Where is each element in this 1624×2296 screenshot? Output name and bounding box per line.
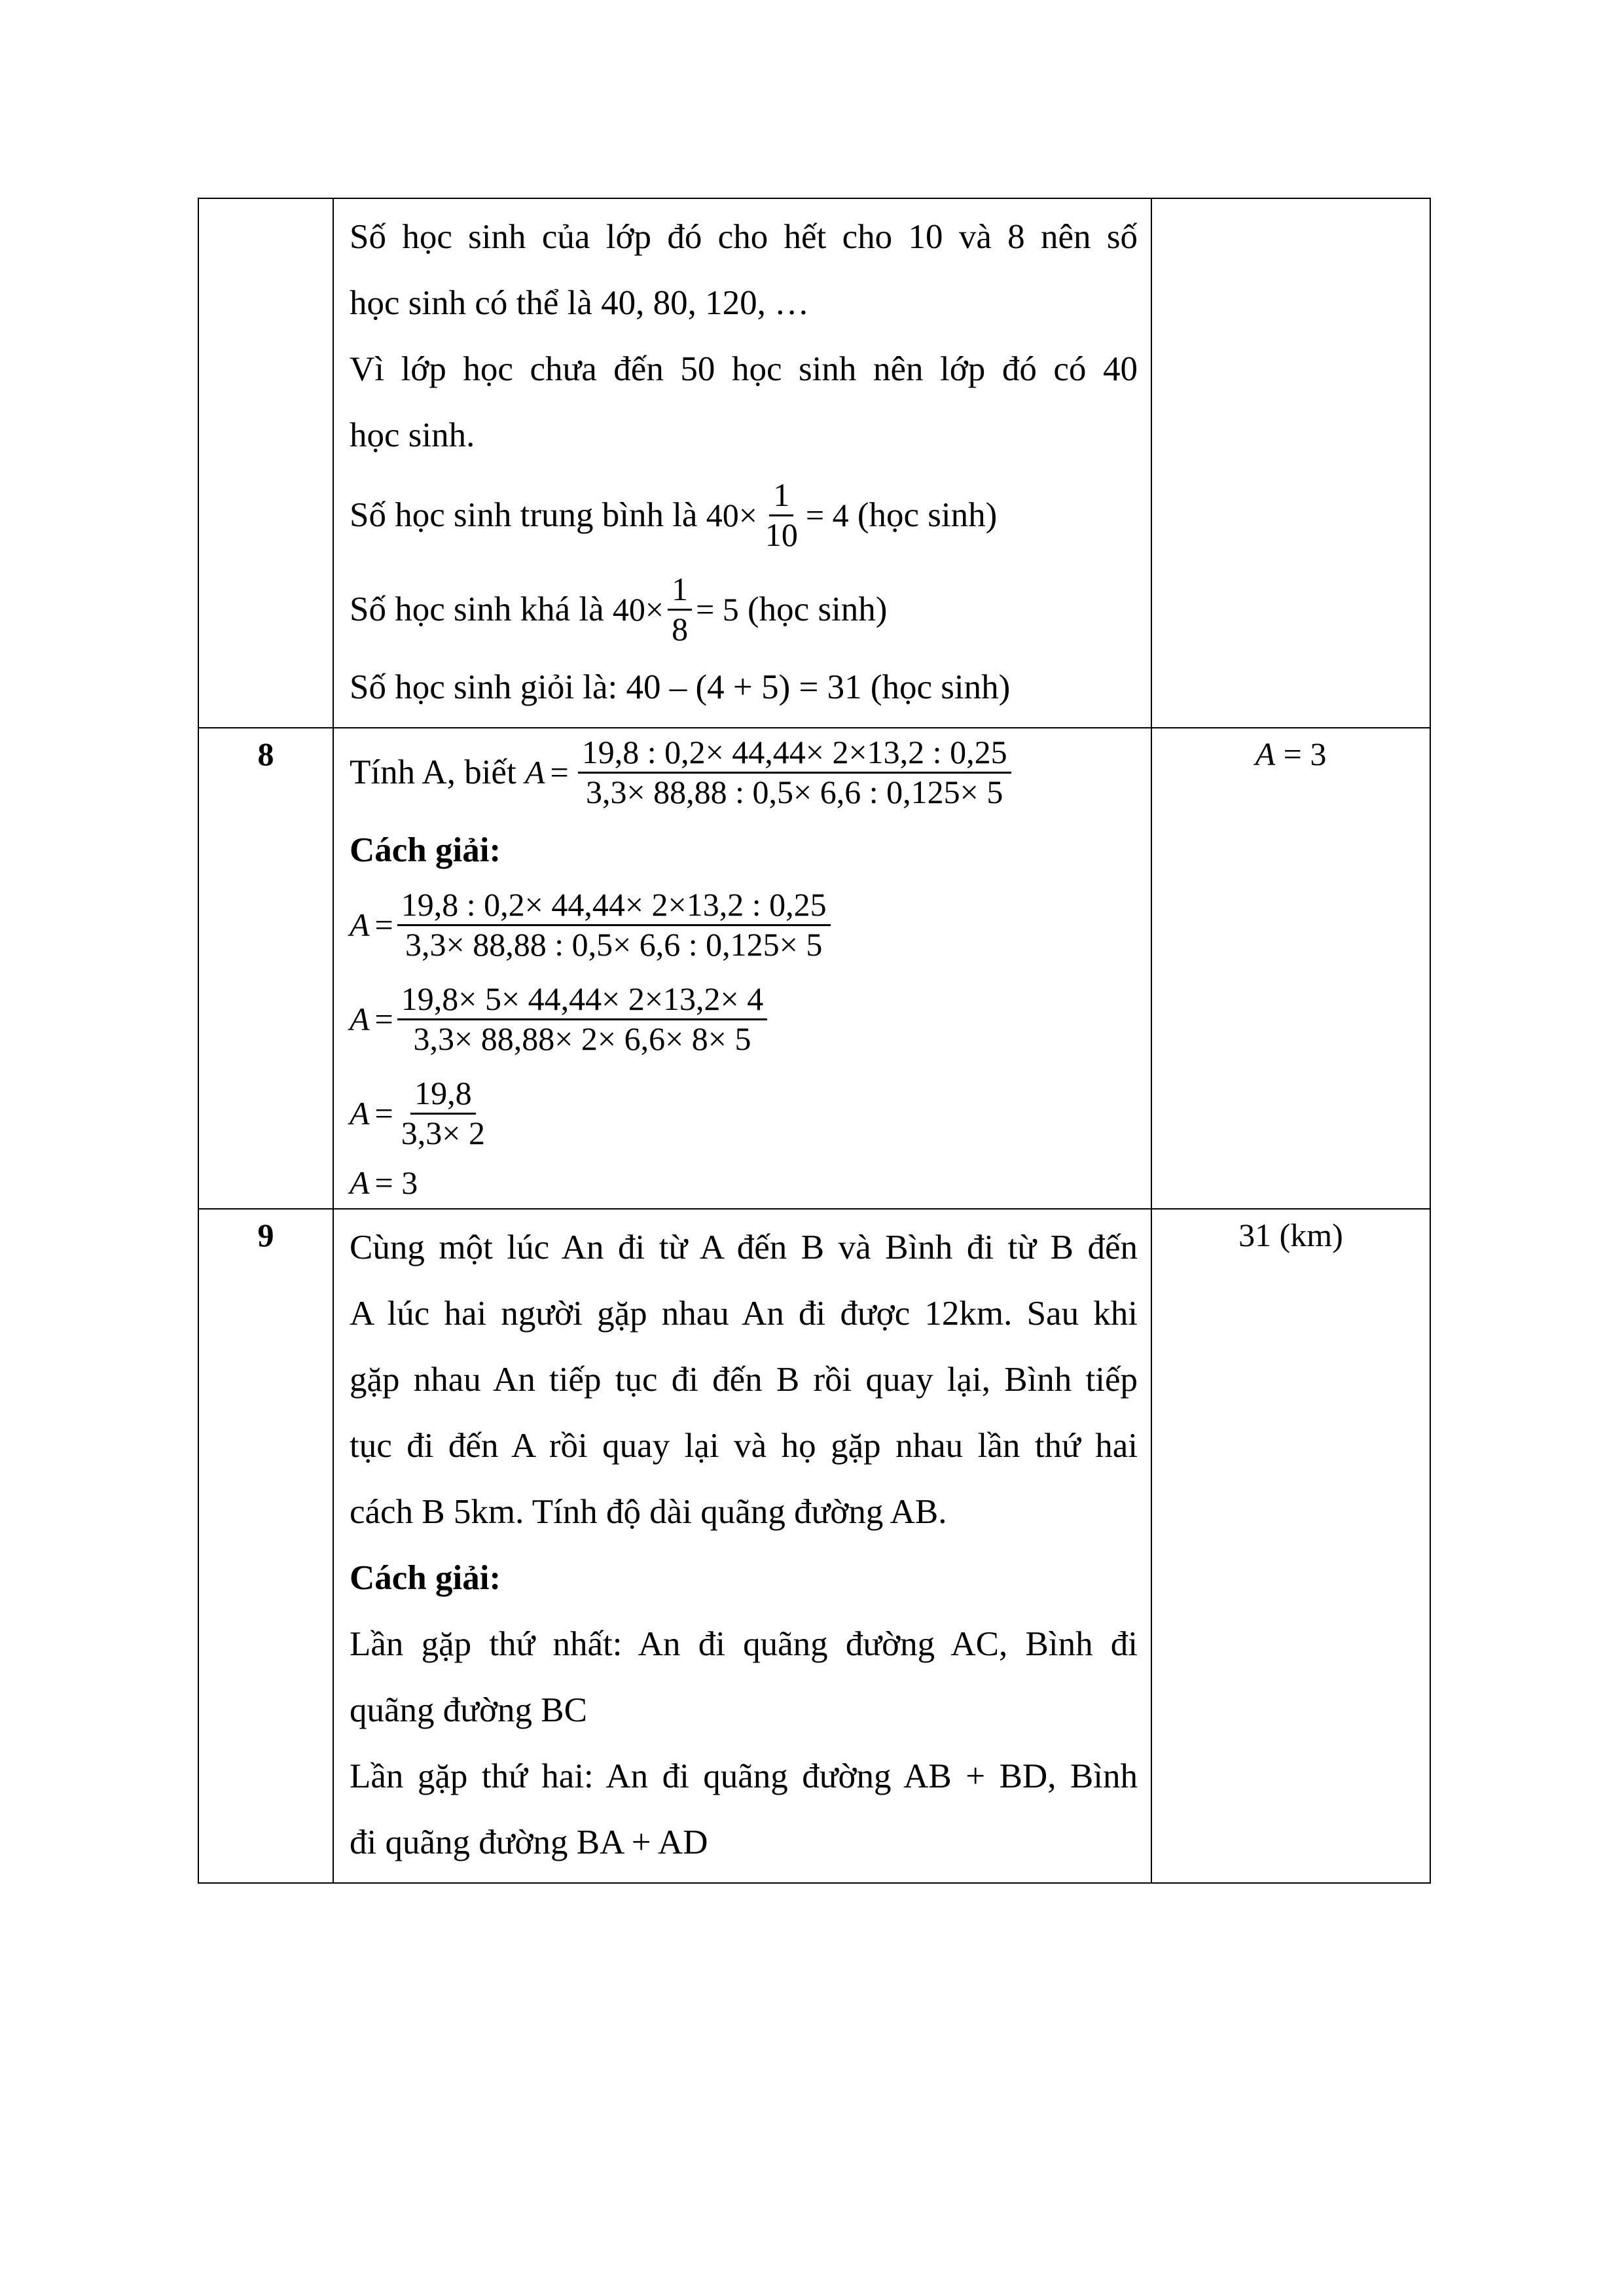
- text-line: Số học sinh của lớp đó cho hết cho 10 và 8 nên số: [350, 218, 1138, 256]
- problem-number: 8: [198, 728, 333, 1209]
- text-label: Số học sinh trung bình là: [350, 496, 698, 534]
- solution-heading: Cách giải:: [350, 1559, 501, 1597]
- text-line: cách B 5km. Tính độ dài quãng đường AB.: [350, 1493, 947, 1531]
- fraction: [761, 476, 802, 554]
- math-expression: = 3: [374, 1164, 418, 1201]
- text-line: học sinh.: [350, 416, 475, 454]
- variable: A: [350, 1164, 370, 1201]
- math-expression: = 5: [696, 591, 739, 628]
- answer-value: = 3: [1283, 736, 1327, 772]
- equals-sign: =: [374, 1001, 393, 1037]
- text-label: Số học sinh khá là: [350, 590, 604, 628]
- fraction: [578, 734, 1011, 811]
- equation-result: [350, 1164, 1138, 1202]
- solution-cell: [333, 198, 1151, 728]
- denominator: 8: [672, 610, 689, 647]
- equation-step: [350, 1075, 1138, 1152]
- denominator: 10: [765, 516, 798, 553]
- text-line: Số học sinh giỏi là: 40 – (4 + 5) = 31 (học sinh): [350, 668, 1011, 706]
- text-line: học sinh có thể là 40, 80, 120, …: [350, 284, 810, 322]
- solution-heading: Cách giải:: [350, 831, 501, 869]
- denominator: 3,3× 88,88× 2× 6,6× 8× 5: [413, 1020, 751, 1057]
- solution-table: [198, 198, 1431, 1884]
- answer-cell-empty: [1151, 198, 1430, 728]
- variable: A: [350, 906, 370, 943]
- equation-step: [350, 980, 1138, 1058]
- variable: A: [524, 754, 545, 791]
- text-line: gặp nhau An tiếp tục đi đến B rồi quay lại, Bình tiếp: [350, 1361, 1138, 1399]
- text-line: tục đi đến A rồi quay lại và họ gặp nhau lần thứ hai: [350, 1427, 1138, 1465]
- variable: A: [350, 1095, 370, 1132]
- equals-sign: =: [374, 906, 393, 943]
- number-cell-empty: [198, 198, 333, 728]
- table-row: [198, 1209, 1430, 1883]
- table-row-continued: [198, 198, 1430, 728]
- math-expression: = 4: [805, 497, 849, 533]
- solution-cell: [333, 1209, 1151, 1883]
- numerator: 1: [769, 476, 793, 516]
- denominator: 3,3× 88,88 : 0,5× 6,6 : 0,125× 5: [585, 773, 1003, 810]
- fraction: [397, 980, 768, 1058]
- text-line: A lúc hai người gặp nhau An đi được 12km. Sau khi: [350, 1295, 1138, 1333]
- variable: A: [1255, 736, 1276, 772]
- numerator: 19,8: [410, 1075, 476, 1115]
- numerator: 19,8× 5× 44,44× 2×13,2× 4: [397, 980, 768, 1020]
- numerator: 19,8 : 0,2× 44,44× 2×13,2 : 0,25: [397, 886, 831, 926]
- good-students-line: [350, 571, 1138, 648]
- equals-sign: =: [550, 754, 569, 791]
- text-label: Tính A, biết: [350, 753, 516, 791]
- denominator: 3,3× 88,88 : 0,5× 6,6 : 0,125× 5: [405, 925, 823, 963]
- answer-cell: [1151, 728, 1430, 1209]
- equals-sign: =: [374, 1095, 393, 1132]
- denominator: 3,3× 2: [401, 1114, 485, 1151]
- fraction: [397, 1075, 489, 1152]
- average-students-line: [350, 476, 1138, 554]
- text-line: Lần gặp thứ hai: An đi quãng đường AB + BD, Bình: [350, 1757, 1138, 1795]
- fraction: [668, 571, 692, 648]
- problem-number: 9: [198, 1209, 333, 1883]
- math-expression: 40×: [612, 591, 664, 628]
- text-line: Cùng một lúc An đi từ A đến B và Bình đi từ B đến: [350, 1229, 1138, 1266]
- numerator: 1: [668, 571, 692, 611]
- text-label: (học sinh): [748, 590, 888, 628]
- solution-cell: [333, 728, 1151, 1209]
- text-line: Lần gặp thứ nhất: An đi quãng đường AC, Bình đi: [350, 1625, 1138, 1663]
- math-expression: 40×: [706, 497, 757, 533]
- problem-statement: [350, 734, 1138, 811]
- numerator: 19,8 : 0,2× 44,44× 2×13,2 : 0,25: [578, 734, 1011, 774]
- text-line: quãng đường BC: [350, 1691, 587, 1729]
- answer-cell: 31 (km): [1151, 1209, 1430, 1883]
- text-line: đi quãng đường BA + AD: [350, 1823, 708, 1861]
- equation-step: [350, 886, 1138, 963]
- variable: A: [350, 1001, 370, 1037]
- fraction: [397, 886, 831, 963]
- text-label: (học sinh): [857, 496, 998, 534]
- table-row: [198, 728, 1430, 1209]
- text-line: Vì lớp học chưa đến 50 học sinh nên lớp đó có 40: [350, 350, 1138, 388]
